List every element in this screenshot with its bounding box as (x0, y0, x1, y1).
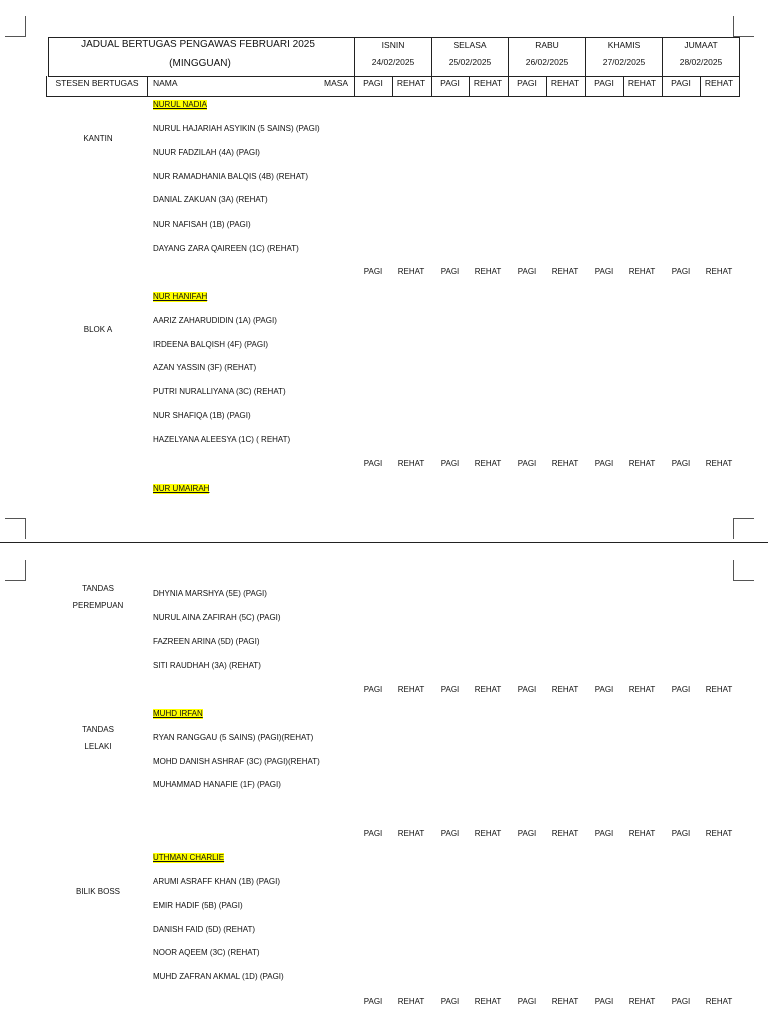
shift-rehat: REHAT (474, 997, 502, 1006)
shift-pagi: PAGI (594, 267, 614, 276)
shift-pagi: PAGI (671, 267, 691, 276)
day-date: 28/02/2025 (679, 57, 723, 67)
shift-pagi: PAGI (440, 267, 460, 276)
shift-pagi: PAGI (517, 829, 537, 838)
crop-mark-top-right (733, 16, 754, 37)
column-header-station: STESEN BERTUGAS (55, 78, 139, 88)
shift-pagi: PAGI (440, 997, 460, 1006)
member-name: MOHD DANISH ASHRAF (3C) (PAGI)(REHAT) (153, 757, 320, 766)
member-name: NURUL HAJARIAH ASYIKIN (5 SAINS) (PAGI) (153, 124, 320, 133)
shift-pagi: PAGI (363, 829, 383, 838)
column-header-rehat: REHAT (627, 78, 657, 88)
shift-pagi: PAGI (363, 267, 383, 276)
member-name: IRDEENA BALQISH (4F) (PAGI) (153, 340, 268, 349)
shift-pagi: PAGI (671, 685, 691, 694)
shift-pagi: PAGI (671, 997, 691, 1006)
shift-pagi: PAGI (594, 685, 614, 694)
day-name: KHAMIS (607, 40, 641, 50)
day-date: 26/02/2025 (525, 57, 569, 67)
member-name: DANISH FAID (5D) (REHAT) (153, 925, 256, 934)
column-header-pagi: PAGI (517, 78, 537, 88)
shift-pagi: PAGI (440, 829, 460, 838)
shift-rehat: REHAT (397, 997, 425, 1006)
shift-rehat: REHAT (474, 829, 502, 838)
shift-rehat: REHAT (551, 459, 579, 468)
member-name: AZAN YASSIN (3F) (REHAT) (153, 363, 257, 372)
member-name: NOOR AQEEM (3C) (REHAT) (153, 948, 260, 957)
shift-rehat: REHAT (628, 997, 656, 1006)
crop-mark-top-left (5, 560, 26, 581)
member-name: NURUL AINA ZAFIRAH (5C) (PAGI) (153, 613, 281, 622)
shift-rehat: REHAT (705, 829, 733, 838)
column-header-rehat: REHAT (396, 78, 426, 88)
shift-pagi: PAGI (517, 685, 537, 694)
member-name: DAYANG ZARA QAIREEN (1C) (REHAT) (153, 244, 299, 253)
shift-pagi: PAGI (517, 459, 537, 468)
member-name: MUHAMMAD HANAFIE (1F) (PAGI) (153, 780, 281, 789)
member-name: FAZREEN ARINA (5D) (PAGI) (153, 637, 260, 646)
document-title: JADUAL BERTUGAS PENGAWAS FEBRUARI 2025 (81, 39, 315, 50)
day-name: SELASA (453, 40, 487, 50)
shift-rehat: REHAT (551, 997, 579, 1006)
shift-pagi: PAGI (517, 267, 537, 276)
member-name: NUR NAFISAH (1B) (PAGI) (153, 220, 251, 229)
shift-pagi: PAGI (363, 997, 383, 1006)
station-label: TANDAS (82, 584, 114, 593)
shift-rehat: REHAT (705, 685, 733, 694)
member-name: HAZELYANA ALEESYA (1C) ( REHAT) (153, 435, 291, 444)
column-header-name: NAMA (153, 78, 178, 88)
leader-name: UTHMAN CHARLIE (153, 853, 225, 862)
member-name: MUHD ZAFRAN AKMAL (1D) (PAGI) (153, 972, 284, 981)
station-label: LELAKI (84, 742, 112, 751)
member-name: PUTRI NURALLIYANA (3C) (REHAT) (153, 387, 286, 396)
day-date: 27/02/2025 (602, 57, 646, 67)
member-name: ARUMI ASRAFF KHAN (1B) (PAGI) (153, 877, 280, 886)
member-name: DANIAL ZAKUAN (3A) (REHAT) (153, 195, 268, 204)
leader-name: MUHD IRFAN (153, 709, 203, 718)
member-name: RYAN RANGGAU (5 SAINS) (PAGI)(REHAT) (153, 733, 314, 742)
shift-pagi: PAGI (440, 685, 460, 694)
shift-pagi: PAGI (594, 997, 614, 1006)
shift-pagi: PAGI (440, 459, 460, 468)
shift-rehat: REHAT (551, 267, 579, 276)
leader-name: NURUL NADIA (153, 100, 207, 109)
shift-pagi: PAGI (594, 829, 614, 838)
column-header-pagi: PAGI (671, 78, 691, 88)
shift-pagi: PAGI (363, 459, 383, 468)
day-name: ISNIN (381, 40, 405, 50)
station-label: BLOK A (83, 325, 113, 334)
member-name: DHYNIA MARSHYA (5E) (PAGI) (153, 589, 267, 598)
shift-rehat: REHAT (628, 829, 656, 838)
station-label: BILIK BOSS (75, 887, 121, 896)
shift-rehat: REHAT (628, 459, 656, 468)
crop-mark-bottom-left (5, 518, 26, 539)
leader-name: NUR UMAIRAH (153, 484, 210, 493)
shift-rehat: REHAT (397, 267, 425, 276)
member-name: AARIZ ZAHARUDIDIN (1A) (PAGI) (153, 316, 277, 325)
column-header-pagi: PAGI (363, 78, 383, 88)
day-date: 24/02/2025 (371, 57, 415, 67)
day-date: 25/02/2025 (448, 57, 492, 67)
column-header-rehat: REHAT (473, 78, 503, 88)
column-header-pagi: PAGI (440, 78, 460, 88)
document-subtitle: (MINGGUAN) (169, 58, 231, 69)
shift-rehat: REHAT (705, 267, 733, 276)
crop-mark-top-right (733, 560, 754, 581)
crop-mark-bottom-right (733, 518, 754, 539)
shift-pagi: PAGI (517, 997, 537, 1006)
column-header-rehat: REHAT (704, 78, 734, 88)
column-header-pagi: PAGI (594, 78, 614, 88)
column-header-rehat: REHAT (550, 78, 580, 88)
shift-pagi: PAGI (363, 685, 383, 694)
crop-mark-top-left (5, 16, 26, 37)
shift-rehat: REHAT (705, 997, 733, 1006)
shift-rehat: REHAT (551, 685, 579, 694)
station-label: TANDAS (82, 725, 114, 734)
member-name: NUR SHAFIQA (1B) (PAGI) (153, 411, 251, 420)
member-name: EMIR HADIF (5B) (PAGI) (153, 901, 243, 910)
shift-rehat: REHAT (705, 459, 733, 468)
shift-rehat: REHAT (628, 267, 656, 276)
shift-rehat: REHAT (397, 829, 425, 838)
shift-rehat: REHAT (397, 459, 425, 468)
shift-rehat: REHAT (474, 267, 502, 276)
member-name: NUUR FADZILAH (4A) (PAGI) (153, 148, 260, 157)
member-name: SITI RAUDHAH (3A) (REHAT) (153, 661, 261, 670)
shift-rehat: REHAT (397, 685, 425, 694)
shift-rehat: REHAT (628, 685, 656, 694)
shift-rehat: REHAT (474, 685, 502, 694)
shift-pagi: PAGI (594, 459, 614, 468)
document-page-2 (0, 543, 768, 1024)
day-name: JUMAAT (684, 40, 718, 50)
shift-rehat: REHAT (474, 459, 502, 468)
column-header-time: MASA (324, 78, 349, 88)
shift-rehat: REHAT (551, 829, 579, 838)
shift-pagi: PAGI (671, 459, 691, 468)
station-label: KANTIN (83, 134, 113, 143)
leader-name: NUR HANIFAH (153, 292, 208, 301)
shift-pagi: PAGI (671, 829, 691, 838)
day-name: RABU (535, 40, 559, 50)
member-name: NUR RAMADHANIA BALQIS (4B) (REHAT) (153, 172, 308, 181)
station-label: PEREMPUAN (72, 601, 124, 610)
